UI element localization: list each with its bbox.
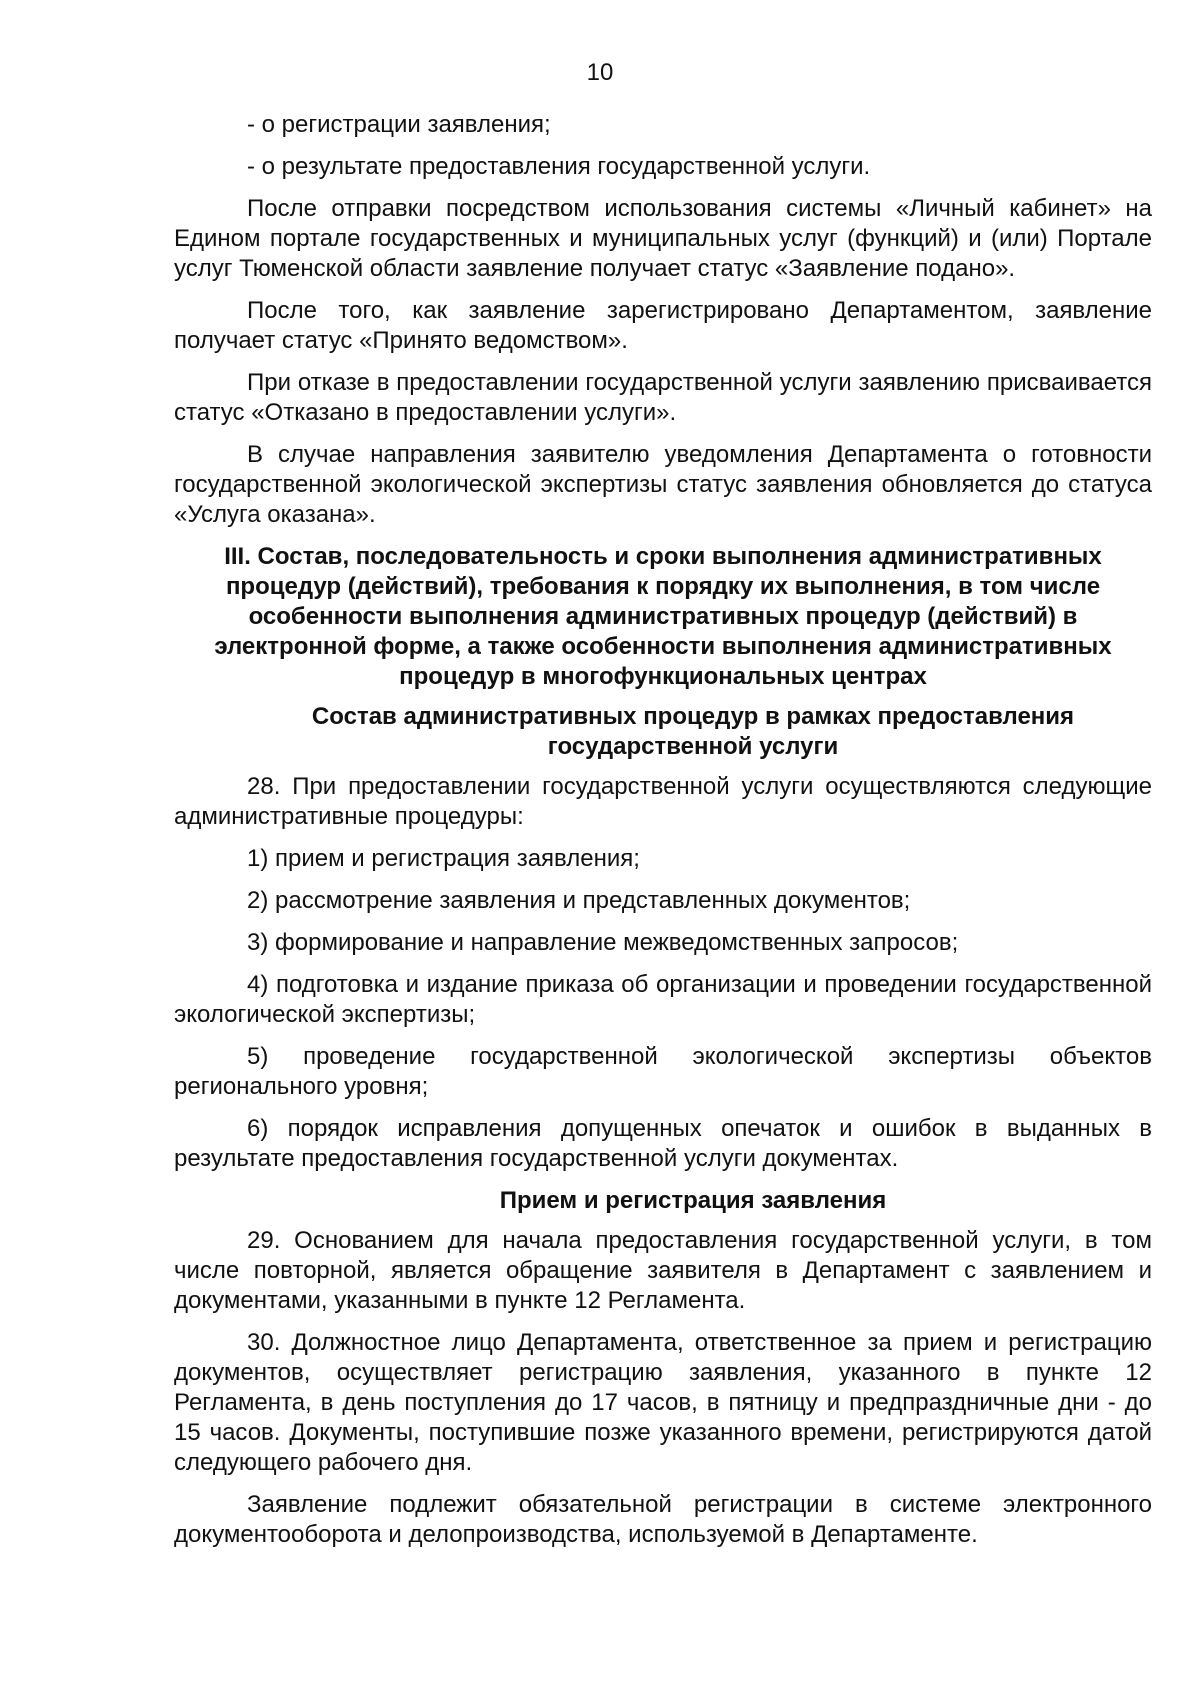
document-body bbox=[174, 110, 1152, 1562]
page-number: 10 bbox=[586, 59, 614, 86]
paragraph: - о регистрации заявления; bbox=[247, 111, 551, 138]
paragraph: При отказе в предоставлении государственной услуги заявлению присваивается статус «Отказано в предоставлении услуги». bbox=[174, 369, 1152, 426]
list-item: 2) рассмотрение заявления и представленных документов; bbox=[247, 887, 911, 914]
paragraph: 28. При предоставлении государственной услуги осуществляются следующие административные процедуры: bbox=[174, 773, 1152, 830]
paragraph: Заявление подлежит обязательной регистрации в системе электронного документооборота и делопроизводства, используемой в Департаменте. bbox=[174, 1491, 1152, 1548]
section-heading: III. Состав, последовательность и сроки выполнения административных процедур (действий), требования к порядку их выполнения, в том числе особенности выполнения административных процедур (действий) в электронной форме, а также особенности выполнения административных процедур в многофункциональных центрах bbox=[214, 543, 1112, 690]
paragraph: 29. Основанием для начала предоставления государственной услуги, в том числе повторной, является обращение заявителя в Департамент с заявлением и документами, указанными в пункте 12 Регламента. bbox=[174, 1227, 1152, 1314]
paragraph: После отправки посредством использования системы «Личный кабинет» на Едином портале государственных и муниципальных услуг (функций) и (или) Портале услуг Тюменской области заявление получает статус «Заявление подано». bbox=[174, 195, 1152, 282]
list-item: 1) прием и регистрация заявления; bbox=[247, 845, 640, 872]
subheading: Состав административных процедур в рамках предоставления государственной услуги bbox=[311, 703, 1075, 760]
paragraph: После того, как заявление зарегистрировано Департаментом, заявление получает статус «Принято ведомством». bbox=[174, 297, 1152, 354]
list-item: 6) порядок исправления допущенных опечаток и ошибок в выданных в результате предоставления государственной услуги документах. bbox=[174, 1115, 1152, 1172]
paragraph: 30. Должностное лицо Департамента, ответственное за прием и регистрацию документов, осуществляет регистрацию заявления, указанного в пункте 12 Регламента, в день поступления до 17 часов, в пятницу и предпраздничные дни - до 15 часов. Документы, поступившие позже указанного времени, регистрируются датой следующего рабочего дня. bbox=[174, 1329, 1152, 1476]
list-item: 5) проведение государственной экологической экспертизы объектов регионального уровня; bbox=[174, 1043, 1152, 1100]
list-item: 4) подготовка и издание приказа об организации и проведении государственной экологической экспертизы; bbox=[174, 971, 1152, 1028]
subheading: Прием и регистрация заявления bbox=[499, 1187, 887, 1214]
paragraph: В случае направления заявителю уведомления Департамента о готовности государственной экологической экспертизы статус заявления обновляется до статуса «Услуга оказана». bbox=[174, 441, 1152, 528]
list-item: 3) формирование и направление межведомственных запросов; bbox=[247, 929, 959, 956]
paragraph: - о результате предоставления государственной услуги. bbox=[247, 153, 871, 180]
